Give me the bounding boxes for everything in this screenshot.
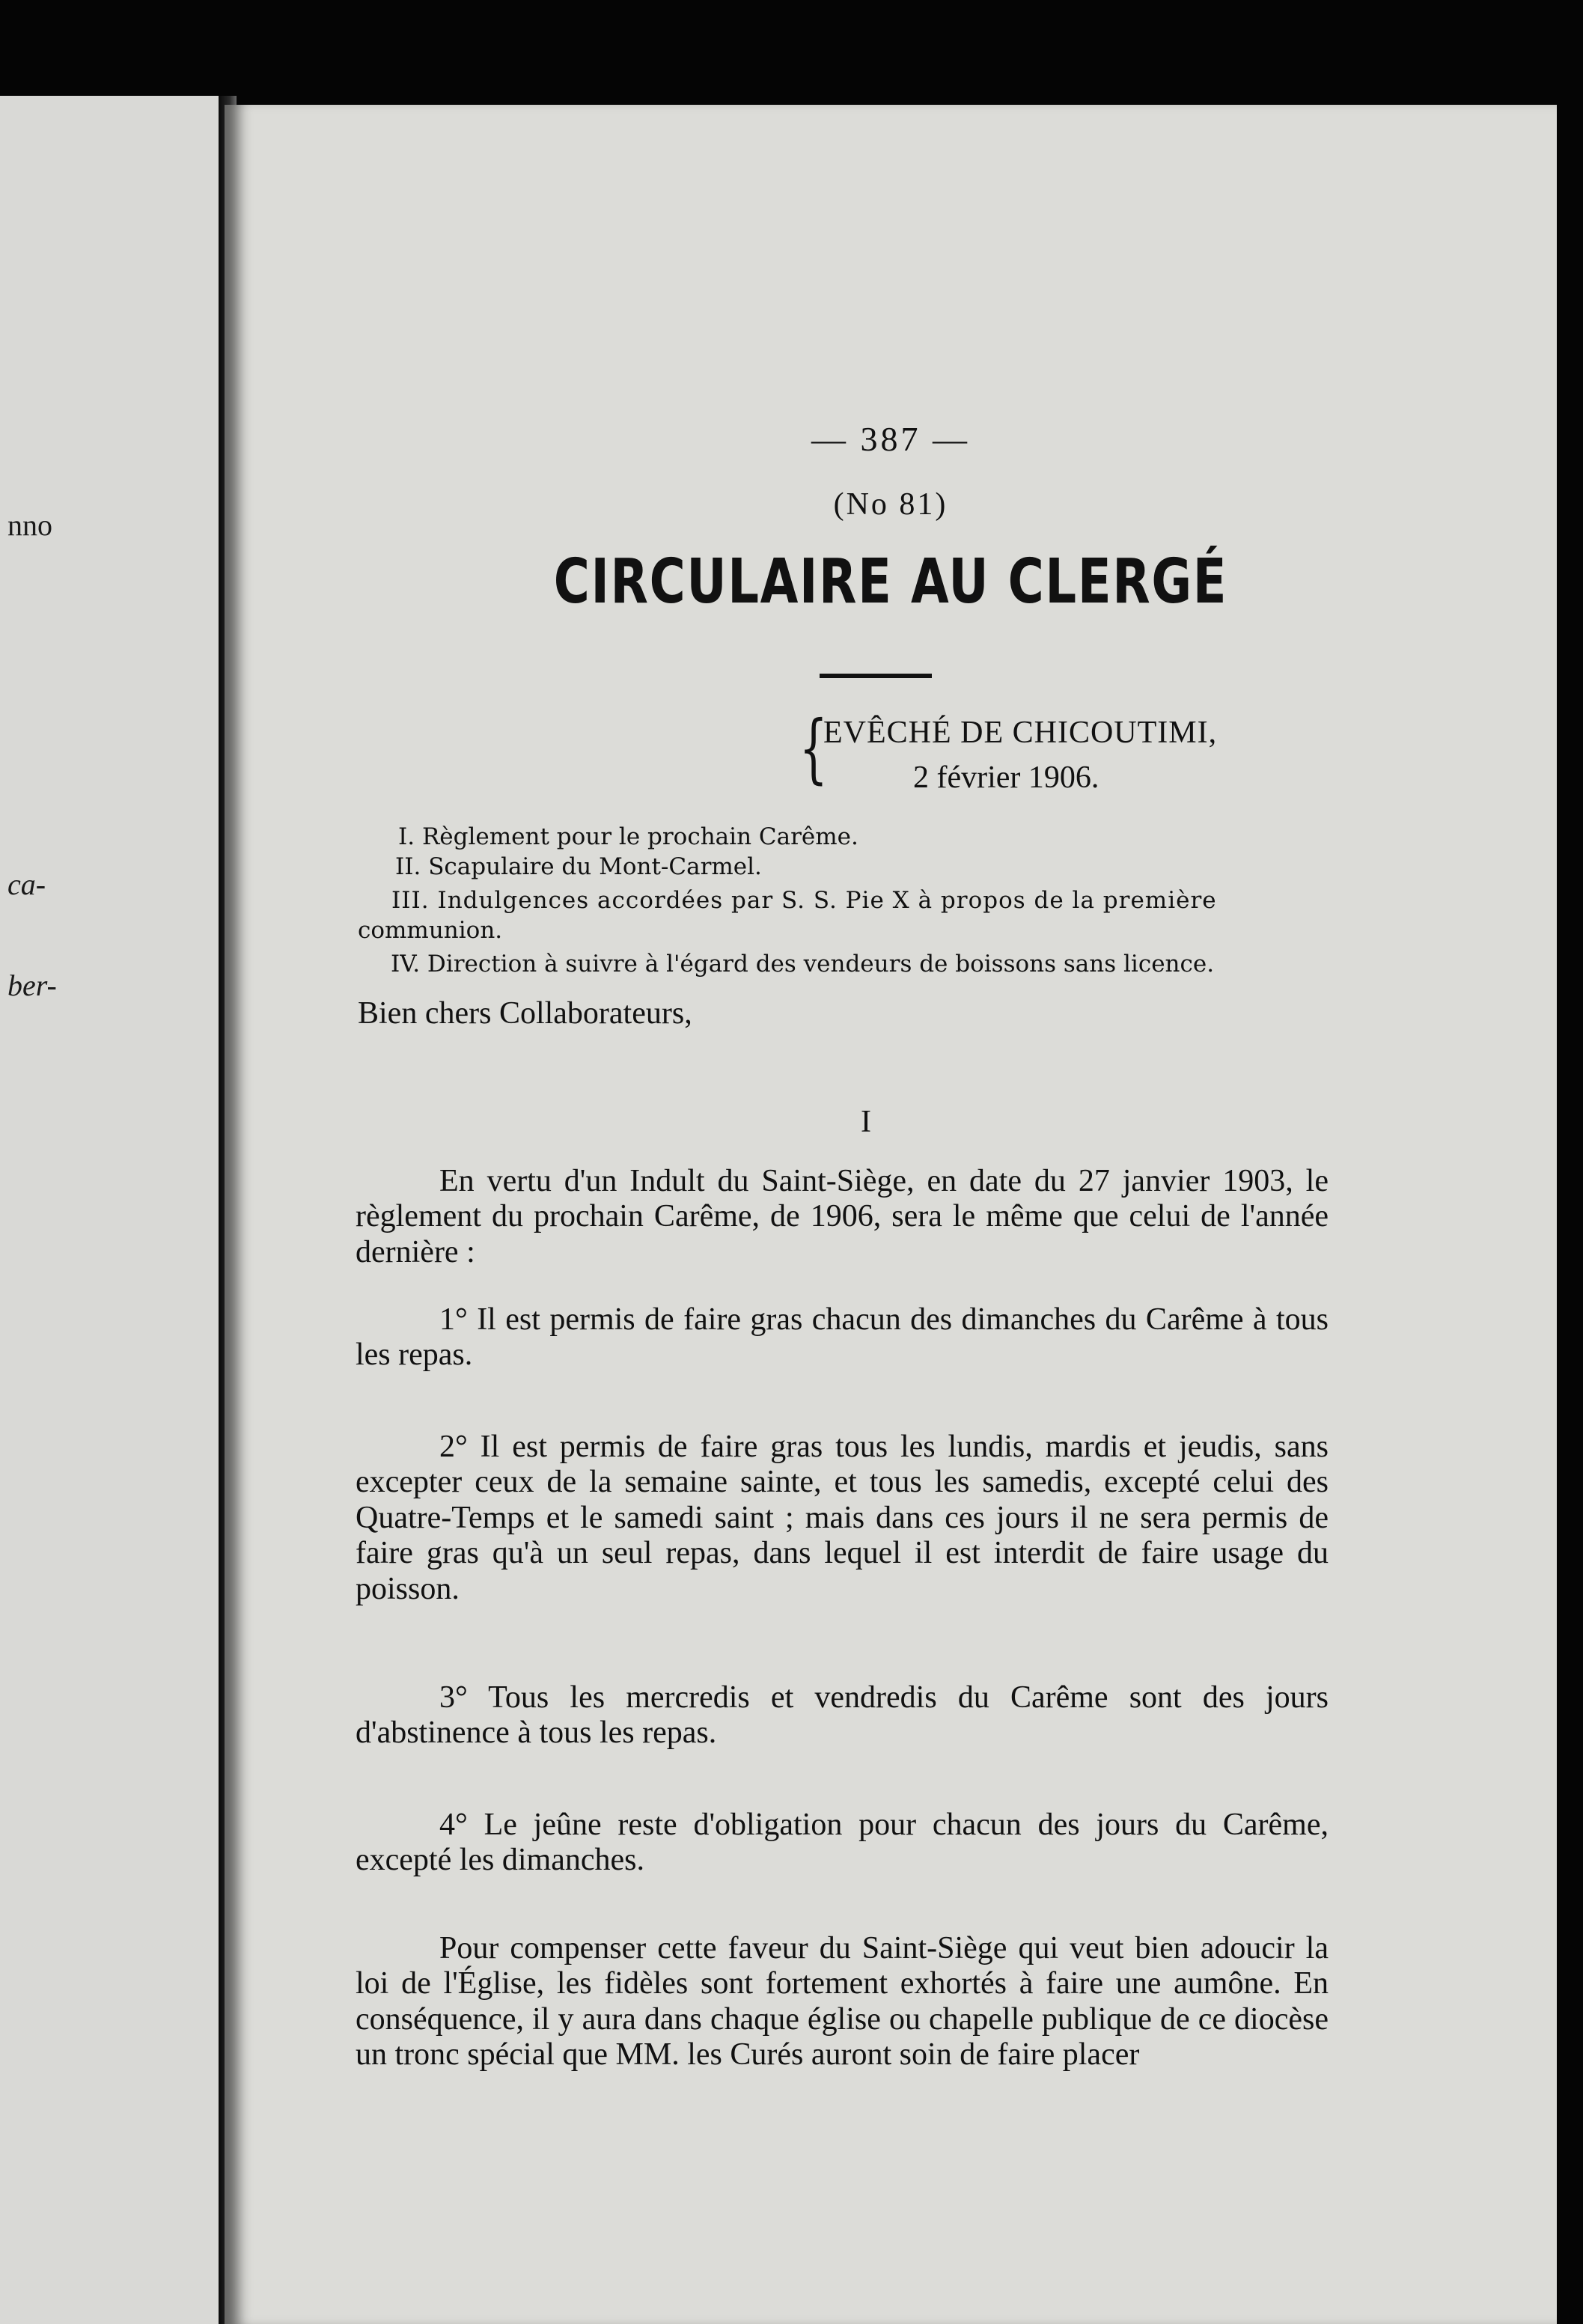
dateline-place: EVÊCHÉ DE CHICOUTIMI,	[823, 716, 1218, 750]
document-page	[225, 105, 1557, 2324]
summary-item: IV. Direction à suivre à l'égard des vendeurs de boissons sans licence.	[391, 951, 1215, 978]
salutation: Bien chers Collaborateurs,	[358, 996, 692, 1031]
summary-item: II. Scapulaire du Mont-Carmel.	[395, 853, 762, 880]
page-number: — 387 —	[811, 420, 970, 458]
summary-item: III. Indulgences accordées par S. S. Pie X à propos de la première	[391, 887, 1217, 914]
brace-glyph: {	[799, 704, 828, 792]
summary-item: I. Règlement pour le prochain Carême.	[398, 823, 858, 850]
left-page-text: nno	[7, 508, 52, 542]
rule-item-3: 3° Tous les mercredis et vendredis du Carême sont des jours d'abstinence à tous les repas.	[356, 1680, 1329, 1751]
summary-item-continuation: communion.	[358, 917, 503, 944]
title-rule	[820, 674, 932, 678]
left-page-text: ca-	[7, 867, 46, 901]
left-page-fragment	[0, 96, 219, 2324]
document-number: (No 81)	[833, 487, 948, 522]
left-page-text: ber-	[7, 969, 57, 1002]
paragraph-closing: Pour compenser cette faveur du Saint-Siège qui veut bien adoucir la loi de l'Église, les fidèles sont fortement exhortés à faire une aumône. En conséquence, il y aura dans chaque église ou chapelle publique de ce diocèse un tronc spécial que MM. les Curés auront soin de faire placer	[356, 1931, 1329, 2073]
rule-item-2: 2° Il est permis de faire gras tous les lundis, mardis et jeudis, sans excepter ceux de la semaine sainte, et tous les samedis, excepté celui des Quatre-Temps et le samedi saint ; mais dans ces jours il ne sera permis de faire gras qu'à un seul repas, dans lequel il est interdit de faire usage du poisson.	[356, 1430, 1329, 1606]
rule-item-1: 1° Il est permis de faire gras chacun des dimanches du Carême à tous les repas.	[356, 1302, 1329, 1373]
section-number: I	[861, 1105, 871, 1139]
document-title: CIRCULAIRE AU CLERGÉ	[553, 546, 1228, 617]
dateline-date: 2 février 1906.	[913, 760, 1099, 795]
paragraph-intro: En vertu d'un Indult du Saint-Siège, en date du 27 janvier 1903, le règlement du prochain Carême, de 1906, sera le même que celui de l'année dernière :	[356, 1164, 1329, 1269]
rule-item-4: 4° Le jeûne reste d'obligation pour chacun des jours du Carême, excepté les dimanches.	[356, 1808, 1329, 1878]
